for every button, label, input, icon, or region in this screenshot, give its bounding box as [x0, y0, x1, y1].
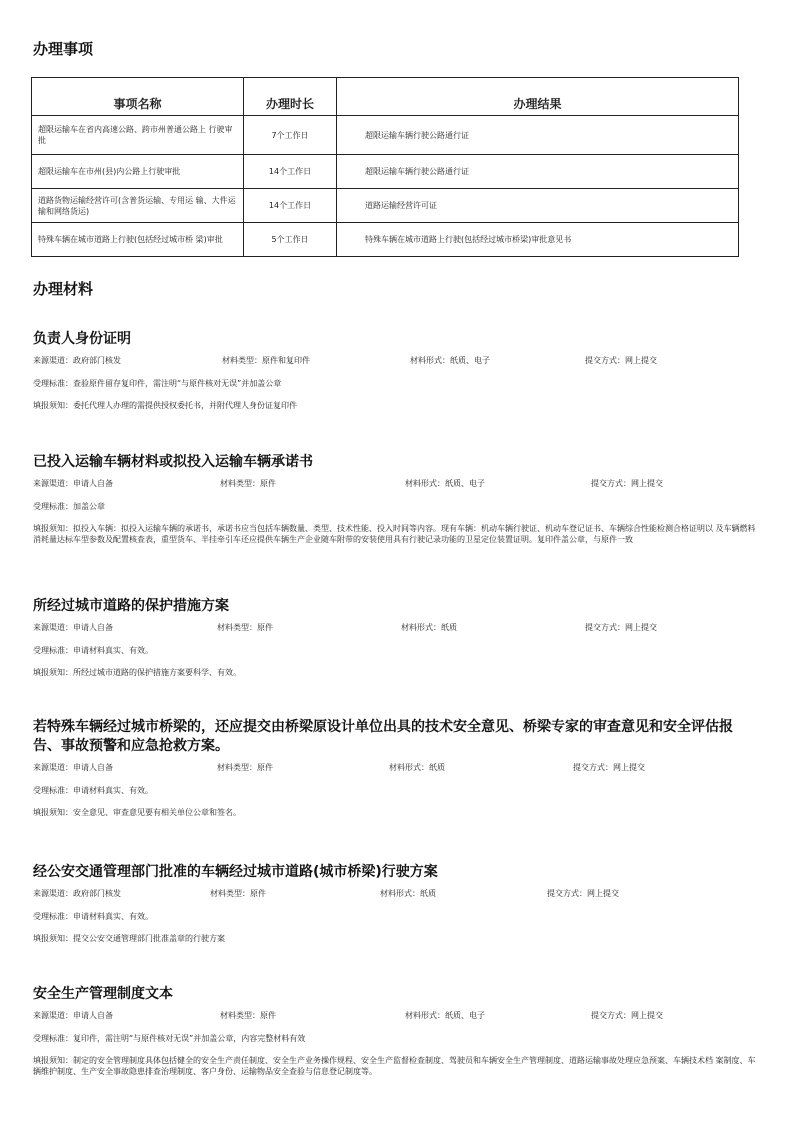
material-source: 来源渠道：申请人自备 [33, 763, 113, 772]
material-notes: 填报须知：制定的安全管理制度具体包括健全的安全生产责任制度、安全生产业务操作规程、安全生产监督检查制度、驾驶员和车辆安全生产管理制度、道路运输事故处理应急预案、车辆技术档 案制度、车辆维护制度、生产安全事故隐患排查治理制度、客户身份、运输物品安全查验与信息登记制度等。 [33, 1056, 756, 1076]
header-result: 办理结果 [337, 78, 739, 116]
material-type: 材料类型：原件 [220, 479, 276, 488]
material-type: 材料类型：原件 [210, 889, 266, 898]
material-type: 材料类型：原件 [217, 763, 273, 772]
cell-result: 道路运输经营许可证 [337, 189, 739, 223]
material-block [33, 330, 763, 411]
material-block [33, 597, 763, 678]
cell-item-name: 超限运输车在省内高速公路、跨市州普通公路上 行驶审批 [32, 116, 244, 155]
cell-result: 超限运输车辆行驶公路通行证 [337, 155, 739, 189]
material-block [33, 863, 763, 944]
material-block [33, 453, 763, 545]
material-meta [33, 478, 763, 490]
cell-result: 超限运输车辆行驶公路通行证 [337, 116, 739, 155]
cell-duration: 14个工作日 [244, 155, 337, 189]
cell-item-name: 特殊车辆在城市道路上行驶(包括经过城市桥 梁)审批 [32, 223, 244, 257]
material-form: 材料形式：纸质 [380, 889, 436, 898]
material-meta [33, 355, 763, 367]
material-source: 来源渠道：政府部门核发 [33, 889, 121, 898]
cell-result: 特殊车辆在城市道路上行驶(包括经过城市桥梁)审批意见书 [337, 223, 739, 257]
material-form: 材料形式：纸质、电子 [410, 356, 490, 365]
table-header-row [32, 78, 739, 116]
material-type: 材料类型：原件 [220, 1011, 276, 1020]
material-source: 来源渠道：政府部门核发 [33, 356, 121, 365]
material-submit: 提交方式：网上提交 [547, 889, 619, 898]
material-notes: 填报须知：委托代理人办理的需提供授权委托书，并附代理人身份证复印件 [33, 401, 297, 410]
material-title: 已投入运输车辆材料或拟投入运输车辆承诺书 [33, 454, 313, 470]
material-form: 材料形式：纸质 [401, 623, 457, 632]
material-meta [33, 622, 763, 634]
material-form: 材料形式：纸质、电子 [405, 479, 485, 488]
table-row [32, 223, 739, 257]
material-title: 安全生产管理制度文本 [33, 986, 173, 1002]
header-item-name: 事项名称 [32, 78, 244, 116]
material-source: 来源渠道：申请人自备 [33, 623, 113, 632]
material-standard: 受理标准：复印件，需注明“与原件核对无误”并加盖公章，内容完整材料有效 [33, 1034, 306, 1043]
section-title-items: 办理事项 [33, 40, 94, 58]
material-standard: 受理标准：申请材料真实、有效。 [33, 912, 153, 921]
material-meta [33, 888, 763, 900]
material-standard: 受理标准：查验原件留存复印件，需注明“与原件核对无误”并加盖公章 [33, 379, 282, 388]
table-row [32, 116, 739, 155]
cell-item-name: 超限运输车在市州(县)内公路上行驶审批 [32, 155, 244, 189]
cell-duration: 14个工作日 [244, 189, 337, 223]
material-standard: 受理标准：申请材料真实、有效。 [33, 646, 153, 655]
material-title: 若特殊车辆经过城市桥梁的，还应提交由桥梁原设计单位出具的技术安全意见、桥梁专家的审查意见和安全评估报告、事故预警和应急抢救方案。 [33, 719, 733, 754]
material-form: 材料形式：纸质 [389, 763, 445, 772]
material-submit: 提交方式：网上提交 [585, 356, 657, 365]
material-title: 经公安交通管理部门批准的车辆经过城市道路(城市桥梁)行驶方案 [33, 864, 438, 880]
material-submit: 提交方式：网上提交 [573, 763, 645, 772]
material-submit: 提交方式：网上提交 [591, 1011, 663, 1020]
material-block [33, 985, 763, 1077]
table-row [32, 189, 739, 223]
cell-item-name: 道路货物运输经营许可(含普货运输、专用运 输、大件运输和网络货运) [32, 189, 244, 223]
cell-duration: 5个工作日 [244, 223, 337, 257]
cell-duration: 7个工作日 [244, 116, 337, 155]
items-table [31, 77, 739, 257]
material-meta [33, 1010, 763, 1022]
material-standard: 受理标准：加盖公章 [33, 502, 105, 511]
material-title: 负责人身份证明 [33, 331, 131, 347]
material-notes: 填报须知：安全意见、审查意见要有相关单位公章和签名。 [33, 808, 241, 817]
material-form: 材料形式：纸质、电子 [405, 1011, 485, 1020]
material-source: 来源渠道：申请人自备 [33, 1011, 113, 1020]
material-block [33, 718, 763, 818]
header-duration: 办理时长 [244, 78, 337, 116]
material-type: 材料类型：原件和复印件 [222, 356, 310, 365]
material-standard: 受理标准：申请材料真实、有效。 [33, 786, 153, 795]
material-meta [33, 762, 763, 774]
material-notes: 填报须知：拟投入车辆：拟投入运输车辆的承诺书，承诺书应当包括车辆数量、类型、技术性能、投入时间等内容。现有车辆：机动车辆行驶证、机动车登记证书、车辆综合性能检测合格证明以 及车辆燃料消耗量达标车型参数及配置核查表，重型货车、半挂牵引车还应提供车辆生产企业随车附带的安装使用具有行驶记录功能的卫星定位装置证明。复印件盖公章，与原件一致 [33, 524, 756, 544]
table-row [32, 155, 739, 189]
material-submit: 提交方式：网上提交 [591, 479, 663, 488]
section-title-materials: 办理材料 [33, 280, 94, 298]
material-notes: 填报须知：提交公安交通管理部门批准盖章的行驶方案 [33, 934, 225, 943]
material-submit: 提交方式：网上提交 [585, 623, 657, 632]
material-source: 来源渠道：申请人自备 [33, 479, 113, 488]
material-type: 材料类型：原件 [217, 623, 273, 632]
material-notes: 填报须知：所经过城市道路的保护措施方案要科学、有效。 [33, 668, 241, 677]
material-title: 所经过城市道路的保护措施方案 [33, 598, 229, 614]
